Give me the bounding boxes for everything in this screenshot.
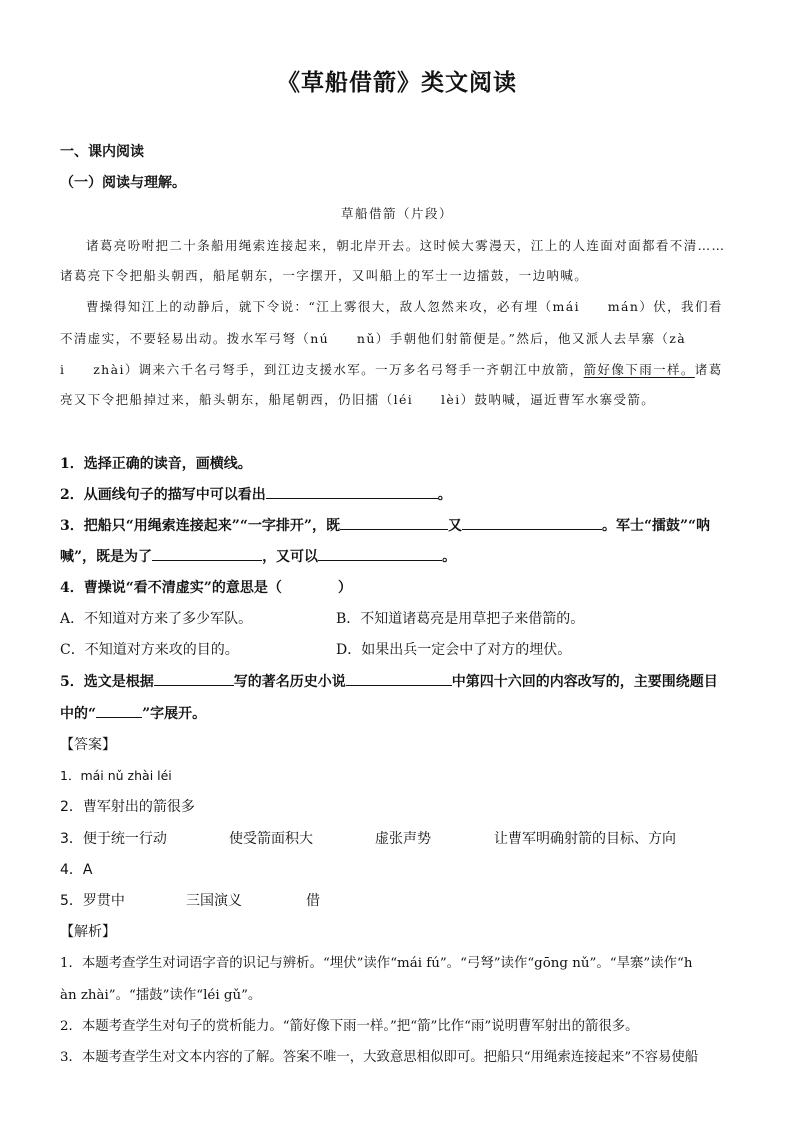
answer-3-c: 虚张声势 bbox=[375, 831, 431, 847]
question-text: 喊”，既是为了 bbox=[60, 549, 153, 565]
answer-5-a: 5．罗贯中 bbox=[60, 893, 125, 909]
answer-3-d: 让曹军明确射箭的目标、方向 bbox=[494, 831, 676, 847]
question-text: 又 bbox=[447, 518, 462, 534]
question-4: 4．曹操说“看不清虚实”的意思是（ ） bbox=[60, 580, 352, 596]
answer-blank[interactable] bbox=[266, 485, 438, 499]
page-title: 《草船借箭》类文阅读 bbox=[277, 69, 517, 96]
answer-4: 4．A bbox=[60, 862, 93, 878]
question-3 bbox=[60, 515, 710, 535]
analysis-header: 【解析】 bbox=[60, 924, 116, 940]
answer-blank[interactable] bbox=[346, 672, 452, 686]
analysis-3: 3．本题考查学生对文本内容的了解。答案不唯一，大致意思相似即可。把船只“用绳索连接起来”不容易使船 bbox=[60, 1050, 699, 1065]
answer-blank[interactable] bbox=[318, 547, 442, 561]
question-text: 写的著名历史小说 bbox=[233, 674, 346, 690]
option-d[interactable]: D．如果出兵一定会中了对方的埋伏。 bbox=[336, 642, 572, 658]
question-text: ，又可以 bbox=[262, 549, 319, 565]
section-heading: 一、课内阅读 bbox=[60, 144, 144, 160]
analysis-1-cont: àn zhài”。“擂鼓”读作“léi gǔ”。 bbox=[60, 988, 262, 1003]
answer-blank[interactable] bbox=[152, 547, 262, 561]
passage-line: 不清虚实，不要轻易出动。拨水军弓弩（nú nǔ）手朝他们射箭便是。”然后，他又派人去旱寨（zà bbox=[60, 331, 687, 346]
question-text: 。 bbox=[437, 487, 452, 503]
answer-blank[interactable] bbox=[340, 516, 448, 530]
passage-line: 诸葛亮吩咐把二十条船用绳索连接起来，朝北岸开去。这时候大雾漫天，江上的人连面对面都看不清…… bbox=[86, 238, 726, 253]
question-text: 中第四十六回的内容改写的，主要围绕题目 bbox=[451, 674, 718, 690]
question-text: 。军士“擂鼓”“呐 bbox=[601, 518, 711, 534]
option-b[interactable]: B．不知道诸葛亮是用草把子来借箭的。 bbox=[336, 611, 585, 627]
answer-blank[interactable] bbox=[96, 704, 142, 718]
answer-5-c: 借 bbox=[306, 893, 320, 909]
answer-3-b: 使受箭面积大 bbox=[229, 831, 313, 847]
question-5 bbox=[60, 671, 718, 691]
answer-2: 2．曹军射出的箭很多 bbox=[60, 799, 195, 815]
passage-title: 草船借箭（片段） bbox=[340, 206, 453, 221]
question-text: 3．把船只“用绳索连接起来”“一字排开”，既 bbox=[60, 518, 340, 534]
subsection-heading: （一）阅读与理解。 bbox=[60, 175, 186, 191]
passage-text: i zhài）调来六千名弓弩手，到江边支援水军。一万多名弓弩手一齐朝江中放箭， bbox=[60, 362, 584, 377]
question-text: 5．选文是根据 bbox=[60, 674, 154, 690]
option-a[interactable]: A．不知道对方来了多少军队。 bbox=[60, 611, 253, 627]
underlined-sentence: 箭好像下雨一样。 bbox=[583, 362, 695, 377]
question-text: ”字展开。 bbox=[142, 706, 207, 722]
answer-1: 1．mái nǔ zhài léi bbox=[60, 768, 172, 783]
answer-5-b: 三国演义 bbox=[186, 893, 242, 909]
answer-blank[interactable] bbox=[462, 516, 602, 530]
passage-text: 诸葛 bbox=[694, 362, 723, 377]
passage-line: 诸葛亮下令把船头朝西，船尾朝东，一字摆开，又叫船上的军士一边擂鼓，一边呐喊。 bbox=[60, 268, 589, 283]
option-c[interactable]: C．不知道对方来攻的目的。 bbox=[60, 642, 239, 658]
answer-blank[interactable] bbox=[154, 672, 234, 686]
answer-header: 【答案】 bbox=[60, 737, 116, 753]
question-text: 2．从画线句子的描写中可以看出 bbox=[60, 487, 266, 503]
question-3-cont bbox=[60, 546, 456, 566]
question-text: 。 bbox=[442, 549, 457, 565]
question-5-cont bbox=[60, 703, 206, 723]
analysis-2: 2．本题考查学生对句子的赏析能力。“箭好像下雨一样。”把“箭”比作“雨”说明曹军射出的箭很多。 bbox=[60, 1019, 639, 1034]
question-1: 1．选择正确的读音，画横线。 bbox=[60, 456, 252, 472]
passage-line: 曹操得知江上的动静后，就下令说：“江上雾很大，敌人忽然来攻，必有埋（mái mán）伏，我们看 bbox=[86, 299, 723, 314]
analysis-1: 1．本题考查学生对词语字音的识记与辨析。“埋伏”读作“mái fú”。“弓弩”读作“gōng nǔ”。“旱寨”读作“h bbox=[60, 956, 693, 971]
passage-line: 亮又下令把船掉过来，船头朝东，船尾朝西，仍旧擂（léi lèi）鼓呐喊，逼近曹军水寨受箭。 bbox=[60, 392, 656, 407]
question-text: 中的“ bbox=[60, 706, 97, 722]
answer-3-a: 3．便于统一行动 bbox=[60, 831, 167, 847]
question-2 bbox=[60, 484, 452, 504]
passage-line bbox=[60, 360, 723, 378]
